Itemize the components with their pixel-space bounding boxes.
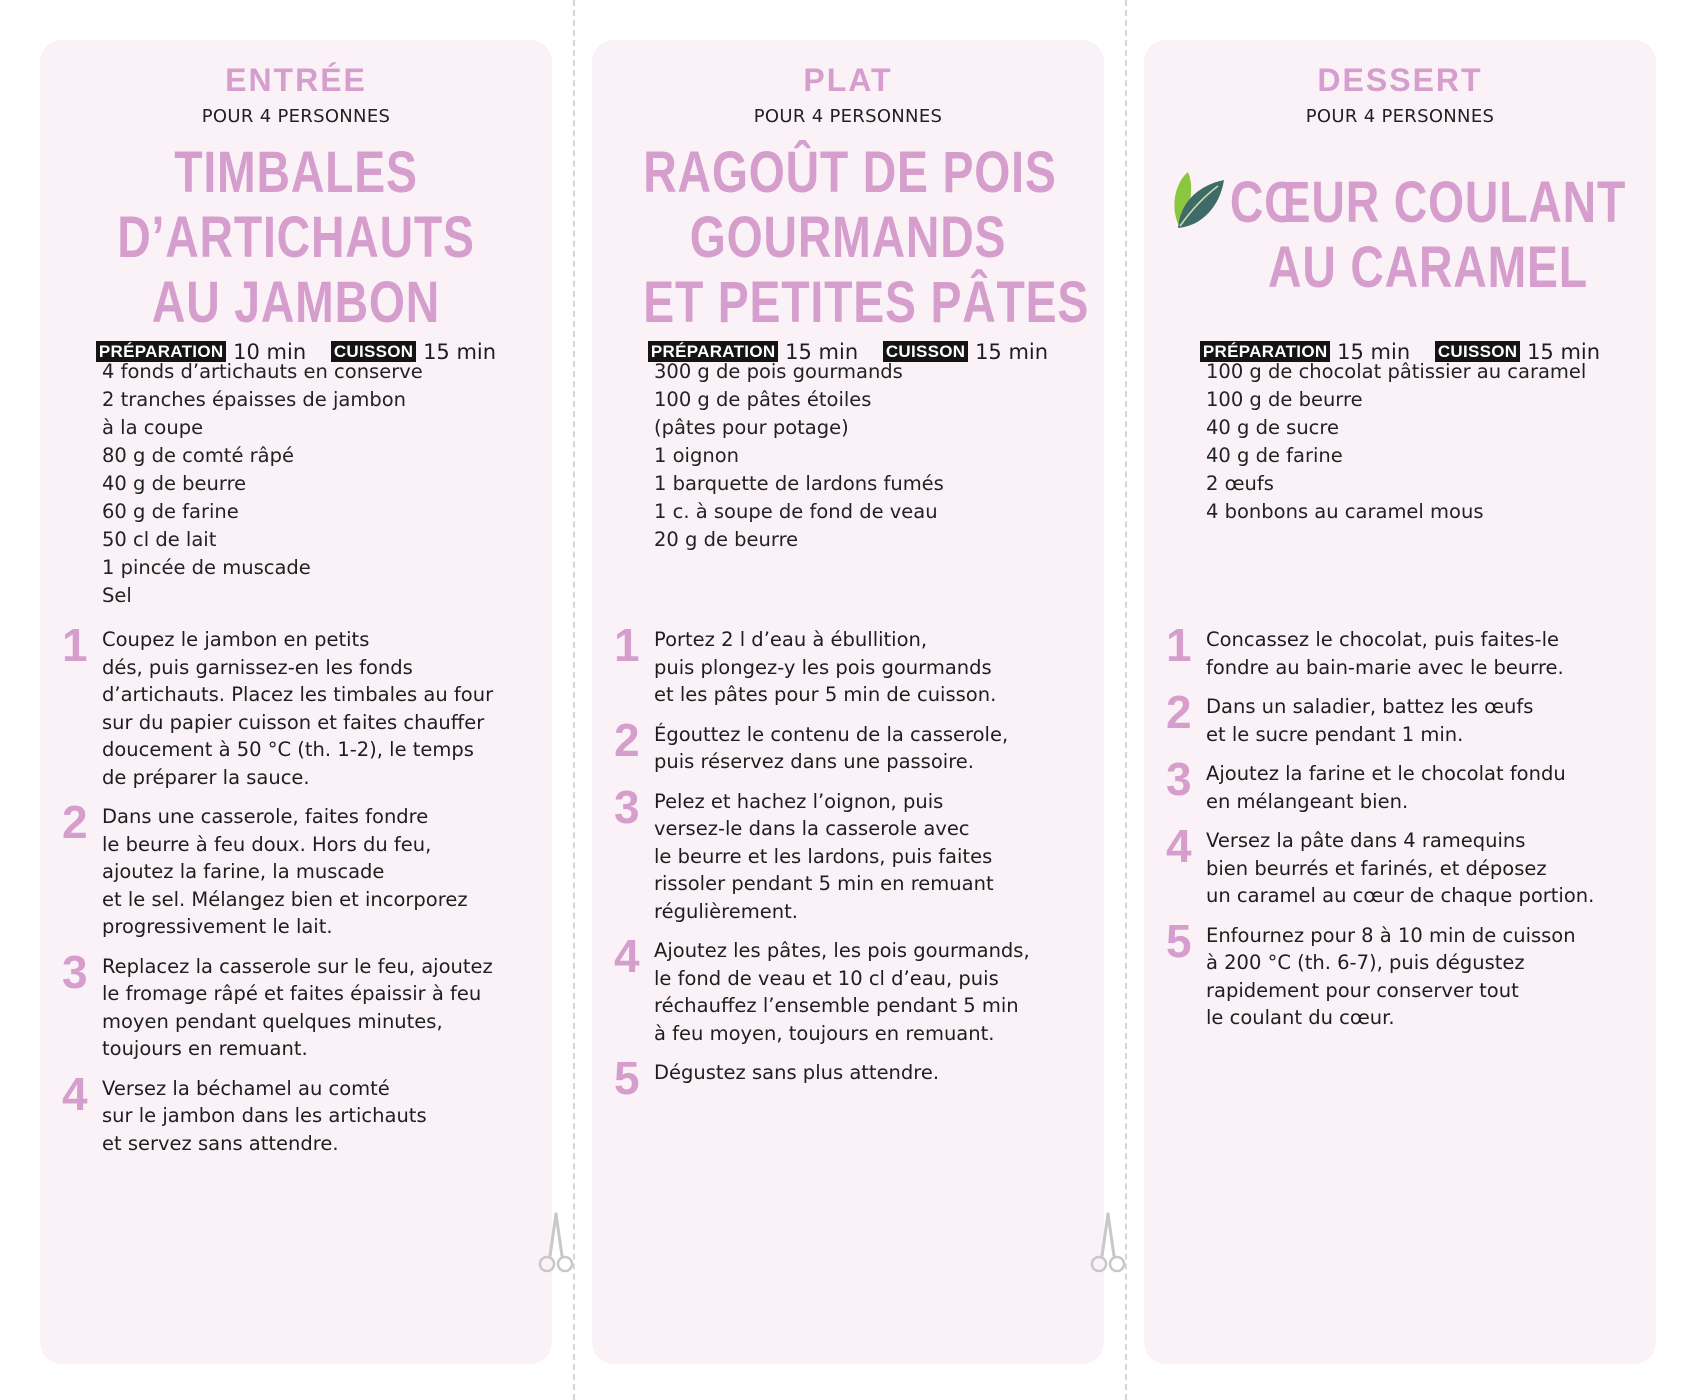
recipe-title <box>643 140 1090 335</box>
step-text-line: progressivement le lait. <box>102 915 333 938</box>
step-text <box>654 1059 1096 1087</box>
step-text-line: et servez sans attendre. <box>102 1131 339 1155</box>
ingredient-list <box>102 358 542 610</box>
ingredient-item: 60 g de farine <box>102 500 239 523</box>
step-text <box>654 788 1096 926</box>
step-text-line: le coulant du cœur. <box>1206 1006 1395 1029</box>
step-text-line: sur du papier cuisson et faites chauffer <box>102 710 485 734</box>
leaf-icon <box>1168 168 1226 232</box>
step-text-line: rapidement pour conserver tout <box>1206 978 1519 1002</box>
step-text <box>102 1075 544 1158</box>
recipe-title-line: RAGOÛT DE POIS <box>643 140 1057 205</box>
recipe-title-line: ET PETITES PÂTES <box>643 270 1090 335</box>
step-text-line: ajoutez la farine, la muscade <box>102 860 385 883</box>
step-text-line: Pelez et hachez l’oignon, puis <box>654 789 944 813</box>
recipe-step <box>1166 686 1648 748</box>
step-text-line: Dans une casserole, faites fondre <box>102 805 429 828</box>
recipe-card-plat <box>592 40 1104 1364</box>
course-label: DESSERT <box>1317 62 1483 98</box>
step-list <box>1166 619 1648 1044</box>
ingredient-item: 1 c. à soupe de fond de veau <box>654 500 938 523</box>
ingredient-item: 80 g de comté râpé <box>102 444 294 467</box>
step-text <box>1206 827 1648 910</box>
ingredient-item: 4 fonds d’artichauts en conserve <box>102 360 423 383</box>
recipe-title-line: GOURMANDS <box>689 205 1007 270</box>
servings-label: POUR 4 PERSONNES <box>753 106 943 127</box>
step-text <box>654 721 1096 776</box>
step-text-line: rissoler pendant 5 min en remuant <box>654 872 994 895</box>
recipe-card-entree <box>40 40 552 1364</box>
step-number: 2 <box>1166 686 1192 738</box>
ingredient-item: 40 g de farine <box>1206 444 1343 467</box>
cut-line <box>1125 0 1127 1400</box>
recipe-step <box>1166 914 1648 1032</box>
step-text-line: de préparer la sauce. <box>102 765 310 789</box>
cuisson-tag: CUISSON <box>1435 341 1521 362</box>
step-text-line: et le sucre pendant 1 min. <box>1206 722 1464 746</box>
ingredient-item: 1 oignon <box>654 444 739 467</box>
cook-time: 15 min <box>1527 340 1601 364</box>
step-text-line: d’artichauts. Placez les timbales au four <box>102 683 494 706</box>
recipe-card-dessert <box>1144 40 1656 1364</box>
ingredient-item: 100 g de beurre <box>1206 388 1363 411</box>
step-text-line: le beurre et les lardons, puis faites <box>654 844 993 868</box>
step-text <box>654 937 1096 1047</box>
step-text-line: le beurre à feu doux. Hors du feu, <box>102 832 432 856</box>
step-number: 5 <box>614 1052 640 1104</box>
step-text-line: le fromage râpé et faites épaissir à feu <box>102 982 482 1005</box>
ingredient-list <box>1206 358 1646 526</box>
ingredient-item: 2 œufs <box>1206 472 1274 495</box>
recipe-step <box>62 796 544 941</box>
step-number: 3 <box>614 780 640 833</box>
recipe-step <box>614 619 1096 709</box>
step-number: 4 <box>614 930 640 982</box>
recipe-step <box>614 930 1096 1047</box>
recipe-step <box>614 780 1096 926</box>
step-number: 3 <box>62 945 88 998</box>
step-number: 5 <box>1166 914 1192 967</box>
step-text-line: moyen pendant quelques minutes, <box>102 1009 443 1033</box>
recipe-step <box>1166 753 1648 815</box>
course-label: PLAT <box>803 62 893 98</box>
step-text <box>1206 922 1648 1032</box>
recipe-title-line: AU JAMBON <box>151 270 441 335</box>
recipe-title-line: D’ARTICHAUTS <box>117 205 475 270</box>
recipe-step <box>62 945 544 1063</box>
recipe-title <box>91 140 501 335</box>
step-number: 1 <box>62 619 88 671</box>
step-text-line: dés, puis garnissez-en les fonds <box>102 655 413 679</box>
step-number: 2 <box>614 713 640 766</box>
step-text-line: Replacez la casserole sur le feu, ajoutez <box>102 954 493 978</box>
step-list <box>614 619 1096 1104</box>
recipe-title-line: CŒUR COULANT <box>1229 170 1627 235</box>
ingredient-item: 100 g de pâtes étoiles <box>654 388 872 411</box>
ingredient-item: 50 cl de lait <box>102 528 217 551</box>
step-text-line: à feu moyen, toujours en remuant. <box>654 1021 995 1045</box>
step-text-line: Enfournez pour 8 à 10 min de cuisson <box>1206 923 1576 947</box>
ingredient-item: 4 bonbons au caramel mous <box>1206 500 1484 523</box>
step-text-line: Ajoutez les pâtes, les pois gourmands, <box>654 939 1030 962</box>
preparation-tag: PRÉPARATION <box>96 341 227 362</box>
step-text <box>102 953 544 1063</box>
step-list <box>62 619 544 1169</box>
cuisson-tag: CUISSON <box>331 341 417 362</box>
recipe-step <box>62 619 544 791</box>
step-text-line: Portez 2 l d’eau à ébullition, <box>654 628 928 651</box>
step-text-line: Dans un saladier, battez les œufs <box>1206 695 1534 718</box>
step-text-line: doucement à 50 °C (th. 1-2), le temps <box>102 738 474 761</box>
recipe-title-line: TIMBALES <box>174 140 418 205</box>
step-text <box>1206 760 1648 815</box>
step-text-line: à 200 °C (th. 6-7), puis dégustez <box>1206 951 1525 974</box>
step-text <box>102 626 544 791</box>
step-text-line: en mélangeant bien. <box>1206 789 1409 813</box>
step-text-line: versez-le dans la casserole avec <box>654 817 970 840</box>
cook-time: 15 min <box>975 340 1049 364</box>
step-text <box>654 626 1096 709</box>
scissors-icon <box>1088 1212 1128 1274</box>
step-number: 4 <box>62 1067 88 1120</box>
course-label: ENTRÉE <box>225 62 367 98</box>
ingredient-item: 100 g de chocolat pâtissier au caramel <box>1206 360 1587 383</box>
step-text-line: toujours en remuant. <box>102 1037 308 1060</box>
preparation-tag: PRÉPARATION <box>1200 341 1331 362</box>
ingredient-item: 20 g de beurre <box>654 528 799 551</box>
step-text-line: Ajoutez la farine et le chocolat fondu <box>1206 762 1566 785</box>
recipe-step <box>1166 820 1648 910</box>
step-number: 1 <box>1166 619 1192 671</box>
ingredient-item: (pâtes pour potage) <box>654 416 849 439</box>
ingredient-item: 2 tranches épaisses de jambon <box>102 388 407 411</box>
step-text-line: et le sel. Mélangez bien et incorporez <box>102 887 468 911</box>
ingredient-item: Sel <box>102 584 132 607</box>
step-text-line: bien beurrés et farinés, et déposez <box>1206 856 1547 880</box>
step-text-line: Versez la pâte dans 4 ramequins <box>1206 829 1526 852</box>
recipe-title <box>1223 170 1633 300</box>
prep-time: 15 min <box>1337 340 1411 364</box>
ingredient-list <box>654 358 1094 554</box>
ingredient-item: 300 g de pois gourmands <box>654 360 903 383</box>
prep-time: 10 min <box>233 340 307 364</box>
cuisson-tag: CUISSON <box>883 341 969 362</box>
ingredient-item: 1 barquette de lardons fumés <box>654 472 944 495</box>
step-text-line: un caramel au cœur de chaque portion. <box>1206 884 1595 907</box>
step-text <box>102 803 544 941</box>
ingredient-item: à la coupe <box>102 416 204 439</box>
scissors-icon <box>536 1212 576 1274</box>
step-text-line: puis réservez dans une passoire. <box>654 750 974 773</box>
servings-label: POUR 4 PERSONNES <box>201 106 391 127</box>
ingredient-item: 1 pincée de muscade <box>102 556 311 579</box>
step-text-line: Versez la béchamel au comté <box>102 1076 390 1100</box>
step-text-line: Concassez le chocolat, puis faites-le <box>1206 628 1560 651</box>
recipe-step <box>614 1052 1096 1104</box>
recipe-step <box>1166 619 1648 681</box>
step-text <box>1206 626 1648 681</box>
step-text-line: Égouttez le contenu de la casserole, <box>654 722 1009 746</box>
cook-time: 15 min <box>423 340 497 364</box>
cut-line <box>573 0 575 1400</box>
step-text-line: sur le jambon dans les artichauts <box>102 1104 427 1127</box>
step-number: 4 <box>1166 820 1192 872</box>
step-text-line: fondre au bain-marie avec le beurre. <box>1206 655 1564 679</box>
step-text-line: réchauffez l’ensemble pendant 5 min <box>654 994 1019 1017</box>
ingredient-item: 40 g de beurre <box>102 472 247 495</box>
servings-label: POUR 4 PERSONNES <box>1305 106 1495 127</box>
step-number: 3 <box>1166 753 1192 805</box>
step-text <box>1206 693 1648 748</box>
step-text-line: Dégustez sans plus attendre. <box>654 1061 940 1084</box>
step-number: 1 <box>614 619 640 671</box>
step-text-line: régulièrement. <box>654 899 798 923</box>
recipe-title-line: AU CARAMEL <box>1268 235 1588 300</box>
prep-time: 15 min <box>785 340 859 364</box>
recipe-step <box>614 713 1096 776</box>
step-text-line: Coupez le jambon en petits <box>102 628 370 651</box>
step-text-line: et les pâtes pour 5 min de cuisson. <box>654 683 997 706</box>
step-text-line: le fond de veau et 10 cl d’eau, puis <box>654 966 999 990</box>
step-text-line: puis plongez-y les pois gourmands <box>654 655 992 679</box>
recipe-step <box>62 1067 544 1158</box>
step-number: 2 <box>62 796 88 848</box>
ingredient-item: 40 g de sucre <box>1206 416 1339 439</box>
preparation-tag: PRÉPARATION <box>648 341 779 362</box>
